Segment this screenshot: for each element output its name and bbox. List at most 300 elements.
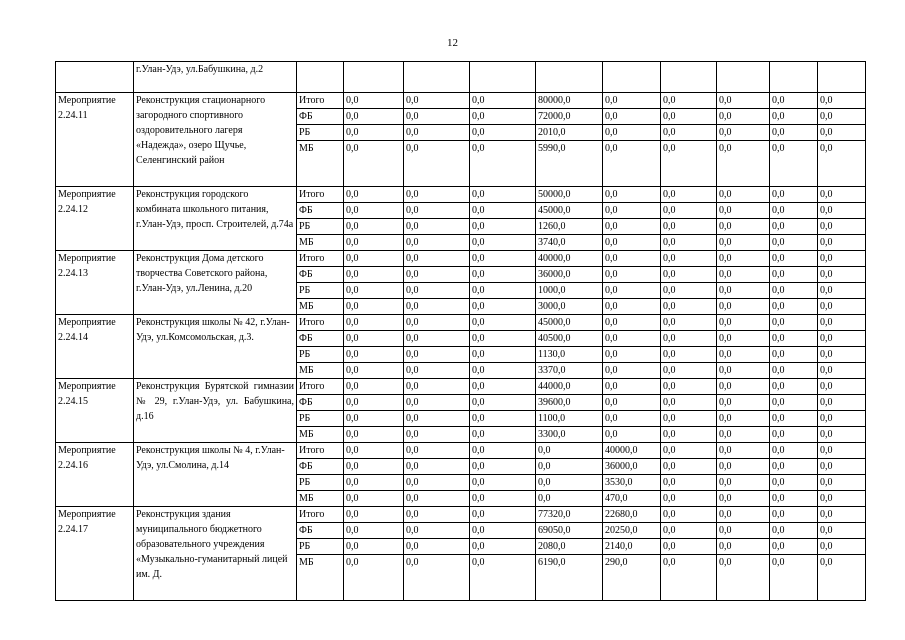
amount-cell: 0,0: [770, 443, 818, 459]
amount-cell: 0,0: [603, 395, 661, 411]
funding-source-cell: РБ: [297, 283, 344, 299]
amount-cell: 0,0: [717, 283, 770, 299]
amount-cell: 0,0: [770, 347, 818, 363]
funding-source-cell: МБ: [297, 427, 344, 443]
amount-cell: 0,0: [470, 203, 536, 219]
amount-cell: 0,0: [770, 523, 818, 539]
amount-cell: 0,0: [344, 411, 404, 427]
funding-source-cell: РБ: [297, 219, 344, 235]
funding-source-cell: Итого: [297, 251, 344, 267]
measure-code-cell: Мероприятие 2.24.15: [56, 379, 134, 443]
amount-cell: 0,0: [717, 555, 770, 601]
amount-cell: 0,0: [717, 203, 770, 219]
amount-cell: 1000,0: [536, 283, 603, 299]
amount-cell: 0,0: [770, 555, 818, 601]
amount-cell: 22680,0: [603, 507, 661, 523]
amount-cell: 45000,0: [536, 203, 603, 219]
amount-cell: 0,0: [603, 411, 661, 427]
amount-cell: 0,0: [661, 459, 717, 475]
amount-cell: 0,0: [818, 203, 866, 219]
amount-cell: 0,0: [770, 235, 818, 251]
amount-cell: 0,0: [717, 459, 770, 475]
measure-name-cell: Реконструкция стационарного загородного спортивного оздоровительного лагеря «Надежда», озеро Щучье, Селенгинский район: [134, 93, 297, 187]
amount-cell: 0,0: [818, 395, 866, 411]
amount-cell: 0,0: [818, 187, 866, 203]
amount-cell: 0,0: [661, 411, 717, 427]
amount-cell: 39600,0: [536, 395, 603, 411]
amount-cell: 0,0: [717, 363, 770, 379]
table-row: [56, 507, 866, 523]
amount-cell: 0,0: [404, 395, 470, 411]
amount-cell: 0,0: [344, 523, 404, 539]
funding-source-cell: Итого: [297, 187, 344, 203]
amount-cell: 0,0: [404, 125, 470, 141]
amount-cell: 0,0: [818, 363, 866, 379]
amount-cell: 0,0: [404, 411, 470, 427]
amount-cell: 0,0: [661, 267, 717, 283]
amount-cell: 0,0: [717, 219, 770, 235]
amount-cell: 0,0: [818, 491, 866, 507]
funding-source-cell: ФБ: [297, 523, 344, 539]
amount-cell: 0,0: [344, 555, 404, 601]
measure-code-cell: Мероприятие 2.24.13: [56, 251, 134, 315]
amount-cell: 0,0: [404, 203, 470, 219]
amount-cell: 0,0: [404, 491, 470, 507]
amount-cell: 1260,0: [536, 219, 603, 235]
budget-table: [55, 61, 866, 601]
amount-cell: 0,0: [770, 475, 818, 491]
amount-cell: 0,0: [603, 347, 661, 363]
amount-cell: 0,0: [661, 363, 717, 379]
amount-cell: 2080,0: [536, 539, 603, 555]
amount-cell: 0,0: [470, 125, 536, 141]
amount-cell: 0,0: [603, 315, 661, 331]
amount-cell: 0,0: [470, 283, 536, 299]
amount-cell: 0,0: [344, 203, 404, 219]
amount-cell: 0,0: [770, 299, 818, 315]
amount-cell: 0,0: [603, 235, 661, 251]
amount-cell: 0,0: [470, 475, 536, 491]
amount-cell: 0,0: [770, 379, 818, 395]
amount-cell: 0,0: [661, 203, 717, 219]
amount-cell: 6190,0: [536, 555, 603, 601]
amount-cell: 0,0: [404, 363, 470, 379]
measure-name-cell: Реконструкция здания муниципального бюджетного образовательного учреждения «Музыкально-гуманитарный лицей им. Д.: [134, 507, 297, 601]
amount-cell: 0,0: [344, 267, 404, 283]
amount-cell: 0,0: [818, 555, 866, 601]
funding-source-cell: РБ: [297, 347, 344, 363]
amount-cell: 0,0: [344, 443, 404, 459]
amount-cell: 0,0: [661, 315, 717, 331]
amount-cell: 0,0: [344, 363, 404, 379]
amount-cell: 0,0: [661, 235, 717, 251]
page-number: 12: [447, 37, 458, 49]
amount-cell: 0,0: [404, 331, 470, 347]
amount-cell: 0,0: [603, 363, 661, 379]
amount-cell: 0,0: [404, 299, 470, 315]
amount-cell: 0,0: [470, 219, 536, 235]
funding-source-cell: МБ: [297, 299, 344, 315]
amount-cell: 1130,0: [536, 347, 603, 363]
funding-source-cell: МБ: [297, 491, 344, 507]
amount-cell: 0,0: [661, 299, 717, 315]
amount-cell: 0,0: [470, 411, 536, 427]
amount-cell: 0,0: [818, 379, 866, 395]
amount-cell: 470,0: [603, 491, 661, 507]
amount-cell: 0,0: [818, 109, 866, 125]
amount-cell: 0,0: [717, 411, 770, 427]
amount-cell: 0,0: [404, 283, 470, 299]
amount-cell: 0,0: [344, 299, 404, 315]
amount-cell: 0,0: [344, 315, 404, 331]
amount-cell: 0,0: [603, 141, 661, 187]
amount-cell: 20250,0: [603, 523, 661, 539]
amount-cell: 3530,0: [603, 475, 661, 491]
amount-cell: 0,0: [470, 235, 536, 251]
amount-cell: 0,0: [470, 379, 536, 395]
amount-cell: 0,0: [470, 315, 536, 331]
amount-cell: 0,0: [770, 363, 818, 379]
amount-cell: 0,0: [717, 315, 770, 331]
amount-cell: 0,0: [770, 331, 818, 347]
amount-cell: 0,0: [470, 555, 536, 601]
amount-cell: 0,0: [404, 141, 470, 187]
amount-cell: 0,0: [404, 443, 470, 459]
funding-source-cell: ФБ: [297, 459, 344, 475]
amount-cell: 0,0: [603, 219, 661, 235]
amount-cell: 0,0: [470, 93, 536, 109]
amount-cell: 0,0: [344, 283, 404, 299]
amount-cell: 69050,0: [536, 523, 603, 539]
measure-code-cell: Мероприятие 2.24.17: [56, 507, 134, 601]
amount-cell: 0,0: [470, 331, 536, 347]
amount-cell: 5990,0: [536, 141, 603, 187]
amount-cell: 0,0: [661, 187, 717, 203]
amount-cell: 0,0: [470, 491, 536, 507]
amount-cell: 0,0: [470, 299, 536, 315]
amount-cell: 0,0: [818, 507, 866, 523]
amount-cell: 0,0: [717, 395, 770, 411]
amount-cell: 0,0: [603, 267, 661, 283]
amount-cell: 0,0: [717, 491, 770, 507]
amount-cell: 0,0: [661, 347, 717, 363]
amount-cell: 0,0: [536, 443, 603, 459]
amount-cell: 0,0: [818, 141, 866, 187]
amount-cell: 0,0: [818, 443, 866, 459]
amount-cell: 0,0: [344, 109, 404, 125]
amount-cell: 0,0: [344, 427, 404, 443]
amount-cell: 0,0: [404, 427, 470, 443]
amount-cell: 0,0: [661, 125, 717, 141]
amount-cell: 0,0: [717, 347, 770, 363]
amount-cell: 0,0: [770, 459, 818, 475]
amount-cell: 0,0: [404, 555, 470, 601]
amount-cell: 0,0: [661, 443, 717, 459]
funding-source-cell: МБ: [297, 141, 344, 187]
measure-name-cell: Реконструкция Бурятской гимназии № 29, г.Улан-Удэ, ул. Бабушкина, д.16: [134, 379, 297, 443]
continuation-row: [56, 62, 866, 93]
amount-cell: 0,0: [818, 411, 866, 427]
amount-cell: 0,0: [717, 523, 770, 539]
table-row: [56, 187, 866, 203]
amount-cell: 3370,0: [536, 363, 603, 379]
amount-cell: 0,0: [770, 93, 818, 109]
amount-cell: 36000,0: [603, 459, 661, 475]
amount-cell: 0,0: [661, 507, 717, 523]
amount-cell: 0,0: [770, 427, 818, 443]
funding-source-cell: ФБ: [297, 395, 344, 411]
amount-cell: 0,0: [661, 539, 717, 555]
amount-cell: 0,0: [404, 93, 470, 109]
amount-cell: 0,0: [344, 251, 404, 267]
amount-cell: 0,0: [717, 141, 770, 187]
amount-cell: 0,0: [770, 141, 818, 187]
measure-code-cell: [56, 62, 134, 93]
amount-cell: 0,0: [818, 93, 866, 109]
amount-cell: 0,0: [770, 251, 818, 267]
amount-cell: 44000,0: [536, 379, 603, 395]
funding-source-cell: РБ: [297, 411, 344, 427]
amount-cell: 3740,0: [536, 235, 603, 251]
amount-cell: 3300,0: [536, 427, 603, 443]
amount-cell: 0,0: [603, 251, 661, 267]
amount-cell: 0,0: [717, 331, 770, 347]
amount-cell: 40000,0: [603, 443, 661, 459]
funding-source-cell: РБ: [297, 125, 344, 141]
amount-cell: 0,0: [344, 141, 404, 187]
amount-cell: 0,0: [661, 141, 717, 187]
amount-cell: 0,0: [717, 267, 770, 283]
amount-cell: 0,0: [470, 109, 536, 125]
amount-cell: 50000,0: [536, 187, 603, 203]
amount-cell: 0,0: [470, 395, 536, 411]
amount-cell: 0,0: [470, 347, 536, 363]
measure-name-cell: Реконструкция Дома детского творчества Советского района, г.Улан-Удэ, ул.Ленина, д.20: [134, 251, 297, 315]
amount-cell: 0,0: [717, 235, 770, 251]
amount-cell: 0,0: [603, 299, 661, 315]
amount-cell: 0,0: [344, 331, 404, 347]
funding-source-cell: Итого: [297, 379, 344, 395]
amount-cell: 0,0: [404, 459, 470, 475]
amount-cell: 0,0: [661, 283, 717, 299]
amount-cell: 0,0: [470, 187, 536, 203]
amount-cell: 0,0: [717, 251, 770, 267]
amount-cell: 0,0: [661, 523, 717, 539]
amount-cell: 0,0: [770, 283, 818, 299]
amount-cell: 0,0: [717, 299, 770, 315]
amount-cell: 0,0: [603, 125, 661, 141]
amount-cell: 0,0: [818, 315, 866, 331]
amount-cell: 0,0: [470, 443, 536, 459]
amount-cell: 0,0: [661, 331, 717, 347]
amount-cell: 0,0: [536, 475, 603, 491]
funding-source-cell: ФБ: [297, 267, 344, 283]
amount-cell: 0,0: [603, 283, 661, 299]
amount-cell: 0,0: [661, 379, 717, 395]
amount-cell: 0,0: [818, 267, 866, 283]
measure-code-cell: Мероприятие 2.24.12: [56, 187, 134, 251]
amount-cell: 0,0: [770, 395, 818, 411]
amount-cell: 0,0: [603, 93, 661, 109]
amount-cell: 0,0: [770, 219, 818, 235]
amount-cell: 0,0: [470, 251, 536, 267]
measure-code-cell: Мероприятие 2.24.16: [56, 443, 134, 507]
amount-cell: 0,0: [404, 507, 470, 523]
amount-cell: 0,0: [717, 507, 770, 523]
amount-cell: 0,0: [818, 235, 866, 251]
amount-cell: 0,0: [603, 203, 661, 219]
amount-cell: 0,0: [717, 379, 770, 395]
amount-cell: 0,0: [717, 443, 770, 459]
funding-source-cell: РБ: [297, 475, 344, 491]
amount-cell: 0,0: [344, 219, 404, 235]
amount-cell: 0,0: [717, 187, 770, 203]
measure-code-cell: Мероприятие 2.24.14: [56, 315, 134, 379]
amount-cell: 0,0: [404, 187, 470, 203]
funding-source-cell: ФБ: [297, 109, 344, 125]
amount-cell: 0,0: [470, 459, 536, 475]
amount-cell: 0,0: [818, 347, 866, 363]
amount-cell: 0,0: [770, 315, 818, 331]
amount-cell: 0,0: [717, 539, 770, 555]
amount-cell: 0,0: [661, 395, 717, 411]
amount-cell: 0,0: [603, 427, 661, 443]
amount-cell: 0,0: [536, 459, 603, 475]
amount-cell: 0,0: [344, 187, 404, 203]
amount-cell: 0,0: [818, 125, 866, 141]
amount-cell: 0,0: [717, 125, 770, 141]
funding-source-cell: РБ: [297, 539, 344, 555]
amount-cell: 2140,0: [603, 539, 661, 555]
amount-cell: 2010,0: [536, 125, 603, 141]
amount-cell: 40500,0: [536, 331, 603, 347]
amount-cell: 0,0: [404, 379, 470, 395]
amount-cell: 0,0: [770, 507, 818, 523]
amount-cell: 0,0: [770, 125, 818, 141]
amount-cell: 0,0: [770, 539, 818, 555]
measure-name-cell: Реконструкция городского комбината школьного питания, г.Улан-Удэ, просп. Строителей, д.74а: [134, 187, 297, 251]
table-row: [56, 443, 866, 459]
amount-cell: 0,0: [717, 93, 770, 109]
amount-cell: 80000,0: [536, 93, 603, 109]
amount-cell: 0,0: [470, 427, 536, 443]
amount-cell: 0,0: [344, 235, 404, 251]
amount-cell: 0,0: [470, 539, 536, 555]
amount-cell: 0,0: [661, 427, 717, 443]
amount-cell: 0,0: [470, 363, 536, 379]
amount-cell: 0,0: [344, 491, 404, 507]
amount-cell: 0,0: [404, 219, 470, 235]
amount-cell: 0,0: [344, 379, 404, 395]
funding-source-cell: МБ: [297, 235, 344, 251]
table-row: [56, 93, 866, 109]
amount-cell: 0,0: [717, 475, 770, 491]
table-row: [56, 315, 866, 331]
amount-cell: 0,0: [470, 141, 536, 187]
amount-cell: 0,0: [344, 507, 404, 523]
amount-cell: 1100,0: [536, 411, 603, 427]
funding-source-cell: Итого: [297, 315, 344, 331]
measure-name-cell: Реконструкция школы № 42, г.Улан-Удэ, ул.Комсомольская, д.3.: [134, 315, 297, 379]
amount-cell: 40000,0: [536, 251, 603, 267]
amount-cell: 0,0: [818, 219, 866, 235]
amount-cell: 0,0: [344, 125, 404, 141]
measure-name-cell: Реконструкция школы № 4, г.Улан-Удэ, ул.Смолина, д.14: [134, 443, 297, 507]
amount-cell: 0,0: [818, 331, 866, 347]
amount-cell: 0,0: [404, 267, 470, 283]
amount-cell: 0,0: [818, 299, 866, 315]
amount-cell: 0,0: [770, 187, 818, 203]
amount-cell: 0,0: [818, 539, 866, 555]
funding-source-cell: МБ: [297, 363, 344, 379]
amount-cell: 3000,0: [536, 299, 603, 315]
amount-cell: 0,0: [404, 251, 470, 267]
amount-cell: 0,0: [344, 93, 404, 109]
amount-cell: 0,0: [404, 109, 470, 125]
amount-cell: 0,0: [344, 459, 404, 475]
amount-cell: 0,0: [603, 187, 661, 203]
funding-source-cell: Итого: [297, 443, 344, 459]
amount-cell: 290,0: [603, 555, 661, 601]
table-row: [56, 251, 866, 267]
amount-cell: 0,0: [661, 219, 717, 235]
amount-cell: 0,0: [818, 475, 866, 491]
amount-cell: 0,0: [770, 411, 818, 427]
amount-cell: 0,0: [470, 507, 536, 523]
amount-cell: 0,0: [818, 523, 866, 539]
measure-code-cell: Мероприятие 2.24.11: [56, 93, 134, 187]
amount-cell: 0,0: [661, 109, 717, 125]
amount-cell: 0,0: [770, 491, 818, 507]
amount-cell: 0,0: [470, 523, 536, 539]
amount-cell: 0,0: [404, 347, 470, 363]
amount-cell: 0,0: [344, 395, 404, 411]
amount-cell: 0,0: [470, 267, 536, 283]
amount-cell: 0,0: [404, 523, 470, 539]
amount-cell: 0,0: [818, 459, 866, 475]
amount-cell: 0,0: [818, 283, 866, 299]
amount-cell: 0,0: [536, 491, 603, 507]
amount-cell: 0,0: [404, 315, 470, 331]
funding-source-cell: МБ: [297, 555, 344, 601]
amount-cell: 0,0: [770, 267, 818, 283]
amount-cell: 0,0: [344, 347, 404, 363]
amount-cell: 0,0: [661, 475, 717, 491]
amount-cell: 36000,0: [536, 267, 603, 283]
amount-cell: 72000,0: [536, 109, 603, 125]
amount-cell: 45000,0: [536, 315, 603, 331]
amount-cell: 0,0: [603, 109, 661, 125]
amount-cell: 0,0: [603, 331, 661, 347]
amount-cell: 0,0: [603, 379, 661, 395]
amount-cell: 0,0: [344, 475, 404, 491]
amount-cell: 0,0: [404, 475, 470, 491]
amount-cell: 0,0: [770, 109, 818, 125]
amount-cell: 77320,0: [536, 507, 603, 523]
funding-source-cell: ФБ: [297, 331, 344, 347]
amount-cell: 0,0: [770, 203, 818, 219]
amount-cell: 0,0: [717, 427, 770, 443]
table-row: [56, 379, 866, 395]
amount-cell: 0,0: [818, 427, 866, 443]
amount-cell: 0,0: [717, 109, 770, 125]
amount-cell: 0,0: [661, 555, 717, 601]
amount-cell: 0,0: [404, 235, 470, 251]
amount-cell: 0,0: [661, 251, 717, 267]
amount-cell: 0,0: [661, 491, 717, 507]
amount-cell: 0,0: [344, 539, 404, 555]
amount-cell: 0,0: [661, 93, 717, 109]
